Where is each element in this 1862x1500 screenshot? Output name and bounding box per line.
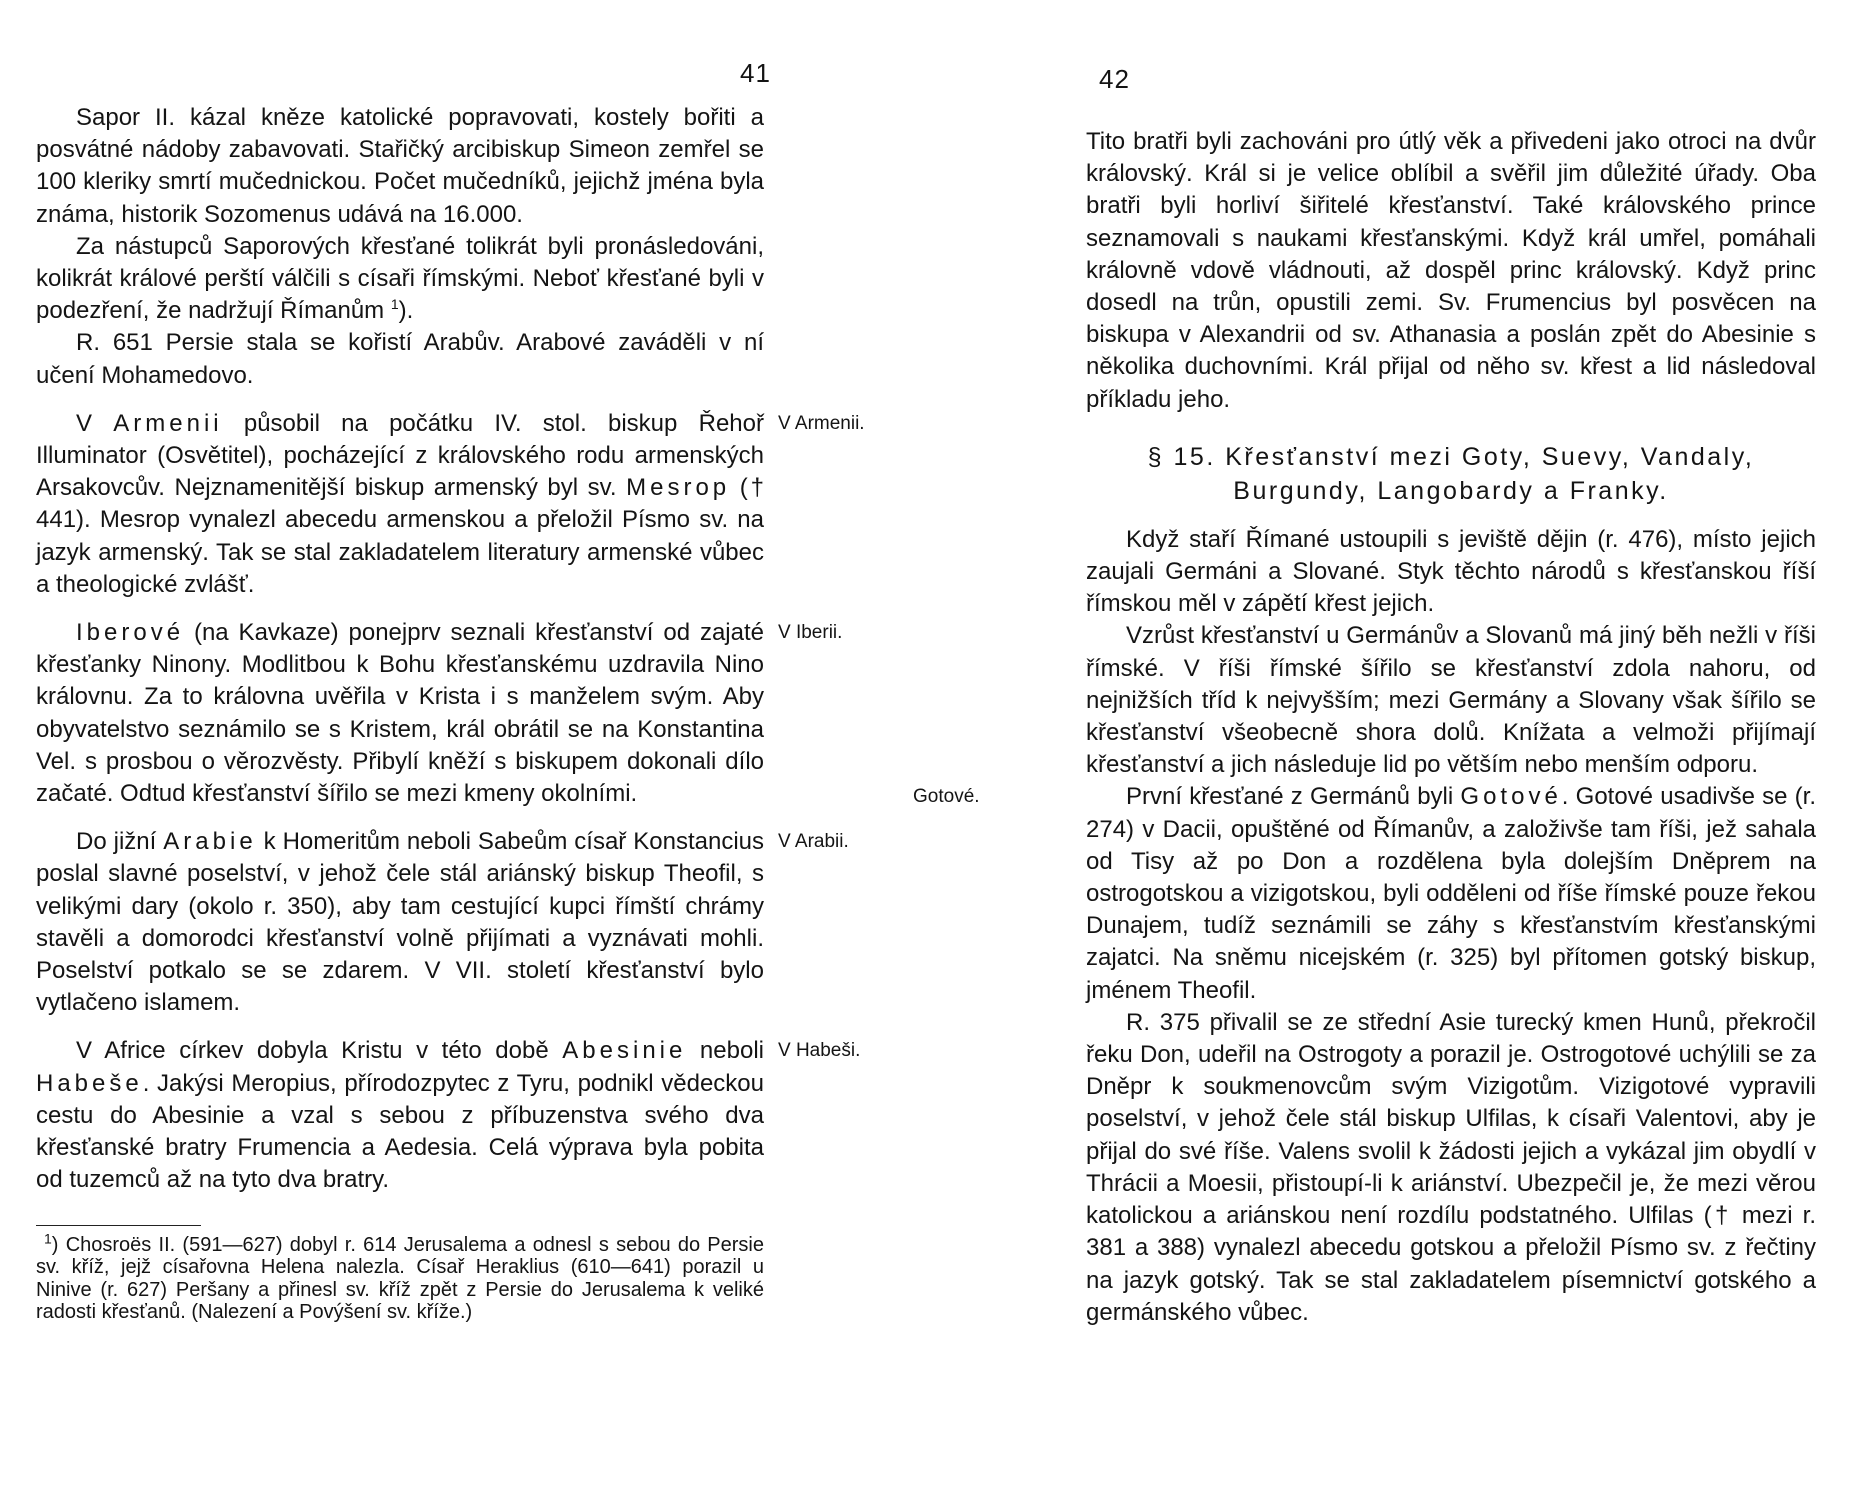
margin-note-goths: Gotové. — [913, 786, 980, 808]
section-heading: § 15. Křesťanství mezi Goty, Suevy, Vandaly, Burgundy, Langobardy a Franky. — [1147, 442, 1755, 505]
right-page — [913, 0, 1862, 1500]
paragraph-sapor: Sapor II. kázal kněze katolické popravovati, kostely bořiti a posvátné nádoby zabavovati. Stařičký arcibiskup Simeon zemřel se 100 kleriky smrtí mučednickou. Počet mučedníků, jejichž jména byla známa, historik Sozomenus udává na 16.000. — [36, 104, 764, 228]
paragraph-persecution: Za nástupců Saporových křesťané tolikrát byli pronásledováni, kolikrát králové perští válčili s císaři římskými. Neboť křesťané byli v podezření, že nadržují Římanům $^1$). — [36, 232, 764, 325]
page-number: 41 — [740, 58, 771, 88]
footnote-marker: 1 — [44, 1229, 52, 1246]
footnote-divider — [36, 1225, 201, 1226]
right-text-column — [913, 126, 1816, 1329]
margin-note-armenia: V Armenii. — [778, 412, 865, 434]
left-text-column — [36, 102, 865, 1324]
paragraph-huns: R. 375 přivalil se ze střední Asie turecký kmen Hunů, překročil řeku Don, udeřil na Ostrogoty a porazil je. Ostrogotové uchýlili se za Dněpr k soukmenovcům svým Vizigotům. Vizigotové vypravili poselství, v jehož čele stál biskup Ulfilas, k císaři Valentovi, aby je přijal do své říše. Valens svolil k žádosti jejich a vykázal jim obydlí v Thrácii a Moesii, přistoupí-li k ariánství. Ubezpečil je, že mezi věrou katolickou a ariánskou není rozdílu podstatného. Ulfilas († mezi r. 381 a 388) vynalezl abecedu gotskou a přeložil Písmo sv. z řečtiny na jazyk gotský. Tak se stal zakladatelem písemnictví gotského a germánského vůbec. — [1086, 1008, 1816, 1326]
paragraph-arabia: V Arabii. Do jižní Arabie k Homeritům neboli Sabeům císař Konstancius poslal slavné poselství, v jehož čele stál ariánský biskup Theofil, s velikými dary (okolo r. 350), aby tam cestující kupci římští chrámy stavěli a domorodci křesťanství volně přijímati a vyznávati mohli. Poselství potkalo se se zdarem. V VII. století křesťanství bylo vytlačeno islamem. — [36, 828, 849, 1017]
paragraph-romans-fall: Když staří Římané ustoupili s jeviště dějin (r. 476), místo jejich zaujali Germáni a Slované. Styk těchto národů s křesťanskou říší římskou měl v zápětí křest jejich. — [1086, 525, 1816, 618]
paragraph-abyssinia: V Habeši. V Africe církev dobyla Kristu v této době Abesinie neboli Habeše. Jakýsi Meropius, přírodozpytec z Tyru, podnikl vědeckou cestu do Abesinie a vzal s sebou z příbuzenstva svého dva křesťanské bratry Frumencia a Aedesia. Celá výprava byla pobita od tuzemců až na tyto dva bratry. — [36, 1037, 861, 1194]
footnote-ref: 1 — [390, 296, 399, 313]
footnote: $^1$) Chosroës II. (591—627) dobyl r. 614 Jerusalema a odnesl s sebou do Persie sv. kříž, jejž císařovna Helena nalezla. Císař Heraklius (610—641) porazil u Ninive (r. 627) Peršany a přinesl sv. kříž zpět z Persie do Jerusalema k veliké radosti křesťanů. (Nalezení a Povýšení sv. kříže.) — [36, 1229, 764, 1323]
margin-note-arabia: V Arabii. — [778, 831, 849, 853]
margin-note-abyssinia: V Habeši. — [778, 1040, 861, 1062]
page-number: 42 — [1099, 64, 1130, 94]
paragraph-growth: Vzrůst křesťanství u Germánův a Slovanů má jiný běh nežli v říši římské. V říši římské šířilo se křesťanství zdola nahoru, od nejnižších tříd k nejvyšším; mezi Germány a Slovany však šířilo se křesťanství všeobecně shora dolů. Knížata a velmoži přijímají křesťanství a jich následuje lid po větším nebo menším odporu. — [1086, 622, 1816, 779]
paragraph-brothers: Tito bratři byli zachováni pro útlý věk a přivedeni jako otroci na dvůr královský. Král si je velice oblíbil a svěřil jim důležité úřady. Oba bratři byli horliví šiřitelé křesťanství. Také královského prince seznamovali s naukami křesťanskými. Když král umřel, pomáhali královně vdově vládnouti, až dospěl princ královský. Když princ dosedl na trůn, opustili zemi. Sv. Frumencius byl posvěcen na biskupa v Alexandrii od sv. Athanasia a poslán zpět do Abesinie s několika duchovními. Král přijal od něho sv. křest a lid následoval příkladu jeho. — [1086, 128, 1816, 413]
paragraph-iberia: V Iberii. Iberové (na Kavkaze) ponejprv seznali křesťanství od zajaté křesťanky Ninony. Modlitbou k Bohu křesťanskému uzdravila Nino královnu. Za to královna uvěřila v Krista i s manželem svým. Aby obyvatelstvo seznámilo se s Kristem, král obrátil se na Konstantina Vel. s prosbou o věrozvěsty. Přibylí kněží s biskupem dokonali dílo začaté. Odtud křesťanství šířilo se mezi kmeny okolními. — [36, 619, 843, 808]
paragraph-armenia: V Armenii. V Armenii působil na počátku IV. stol. biskup Řehoř Illuminator (Osvětitel), pocházející z královského rodu armenských Arsakovcův. Nejznamenitější biskup armenský byl sv. Mesrop († 441). Mesrop vynalezl abecedu armenskou a přeložil Písmo sv. na jazyk armenský. Tak se stal zakladatelem literatury armenské vůbec a theologické zvlášť. — [36, 409, 865, 598]
paragraph-goths: Gotové. První křesťané z Germánů byli Gotové. Gotové usadivše se (r. 274) v Dacii, opuštěné od Římanův, a založivše tam říši, jež sahala od Tisy až po Don a rozdělena byla dolejším Dněprem na ostrogotskou a vizigotskou, byli odděleni od říše římské pouze řekou Dunajem, tudíž seznámili se záhy s křesťanstvím křesťanskými zajatci. Na sněmu nicejském (r. 325) byl přítomen gotský biskup, jménem Theofil. — [913, 783, 1816, 1004]
paragraph-persia-arabs: R. 651 Persie stala se kořistí Arabův. Arabové zaváděli v ní učení Mohamedovo. — [36, 329, 764, 389]
margin-note-iberia: V Iberii. — [778, 622, 843, 644]
